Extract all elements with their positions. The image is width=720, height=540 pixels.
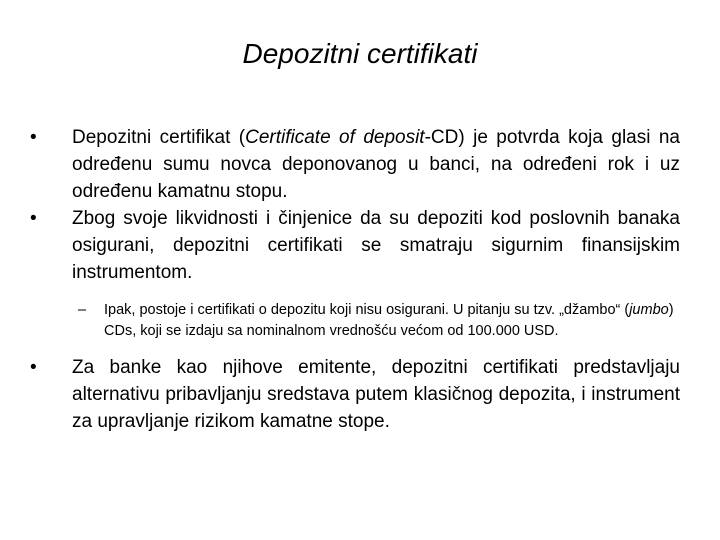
- sub-bullet-text-italic: jumbo: [629, 302, 669, 318]
- bullet-text-italic: Certificate of deposit: [245, 127, 425, 148]
- bullet-item-definition: [30, 124, 680, 205]
- slide-content: [30, 124, 680, 435]
- bullet-dot-icon: •: [30, 127, 37, 148]
- bullet-dot-icon: •: [30, 357, 37, 378]
- bullet-text: Za banke kao njihove emitente, depozitni certifikati predstavljaju alternativu pribavljanju sredstava putem klasičnog depozita, i instrument za upravljanje rizikom kamatne stope.: [72, 357, 680, 432]
- slide-title: Depozitni certifikati: [242, 38, 478, 69]
- bullet-text-part: -CD) je potvrda koja glasi na određenu sumu novca deponovanog u banci, na određeni rok i uz određenu kamatnu stopu.: [72, 127, 680, 202]
- sub-bullet-text-part: Ipak, postoje i certifikati o depozitu koji nisu osigurani. U pitanju su tzv. „džambo“ (: [104, 302, 630, 318]
- bullet-dot-icon: •: [30, 208, 37, 229]
- bullet-item-liquidity: [30, 205, 680, 286]
- sub-bullet-text-part: ) CDs, koji se izdaju sa nominalnom vrednošću većom od 100.000 USD.: [104, 302, 674, 339]
- bullet-text-part: Depozitni certifikat (: [72, 127, 246, 148]
- bullet-text: Zbog svoje likvidnosti i činjenice da su depoziti kod poslovnih banaka osigurani, depozitni certifikati se smatraju sigurnim finansijskim instrumentom.: [72, 208, 680, 283]
- sub-bullet-item-jumbo: [78, 300, 680, 342]
- dash-icon: –: [78, 302, 87, 318]
- bullet-item-banks: [30, 354, 680, 435]
